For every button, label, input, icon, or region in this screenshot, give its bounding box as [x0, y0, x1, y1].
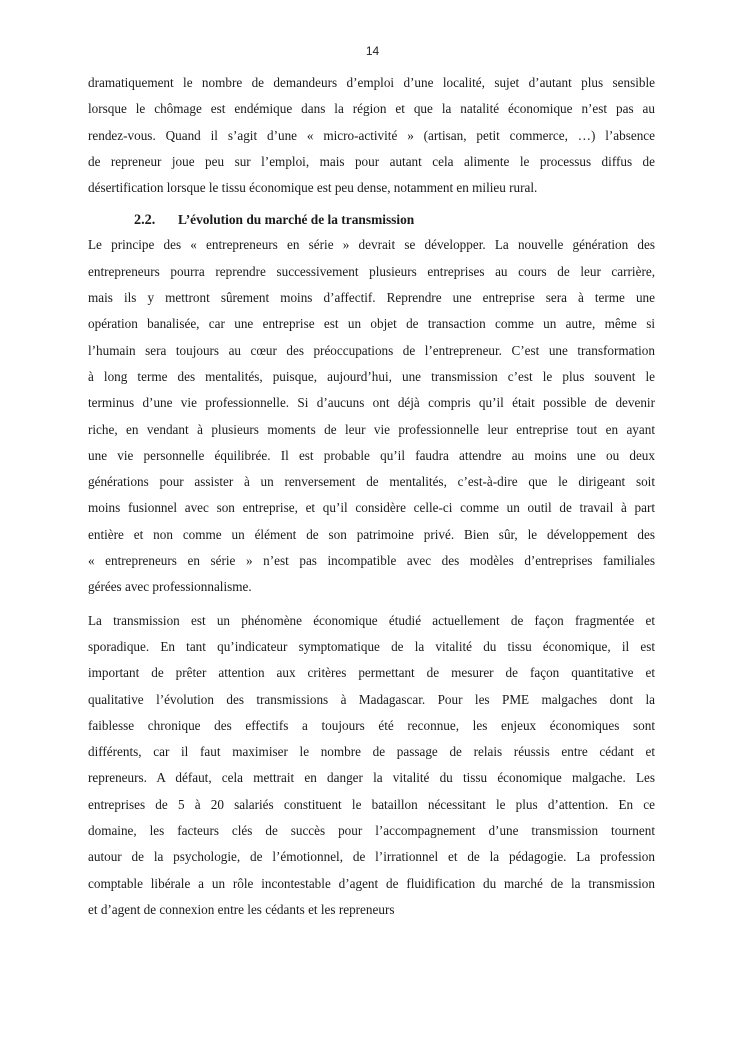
text-line: terminus d’une vie professionnelle. Si d’aucuns ont déjà compris qu’il était possible de devenir: [88, 395, 655, 411]
text-line: repreneurs. A défaut, cela mettrait en danger la vitalité du tissu économique malgache. Les: [88, 770, 655, 786]
text-line: de repreneur joue peu sur l’emploi, mais pour autant cela alimente le processus diffus de: [88, 153, 655, 169]
text-line: domaine, les facteurs clés de succès pour l’accompagnement d’une transmission tournent: [88, 823, 655, 839]
text-line: mais ils y mettront sûrement moins d’affectif. Reprendre une entreprise sera à terme une: [88, 290, 655, 306]
text-line: faiblesse chronique des effectifs a toujours été reconnue, les enjeux économiques sont: [88, 717, 655, 733]
section-number: 2.2.: [134, 212, 156, 229]
paragraph-1: [88, 70, 655, 201]
text-line: et d’agent de connexion entre les cédants et les repreneurs: [88, 901, 395, 917]
text-line: dramatiquement le nombre de demandeurs d’emploi d’une localité, sujet d’autant plus sensible: [88, 75, 655, 90]
paragraph-2: [88, 232, 655, 600]
paragraph-3: [88, 608, 655, 924]
text-line: qualitative l’évolution des transmissions à Madagascar. Pour les PME malgaches dont la: [88, 691, 655, 707]
page-number: 14: [365, 44, 380, 58]
document-body: [88, 70, 655, 923]
paragraph-gap: [88, 601, 655, 608]
text-line: entreprises de 5 à 20 salariés constituent le bataillon nécessitant le plus d’attention. En ce: [88, 796, 655, 812]
text-line: une vie personnelle équilibrée. Il est probable qu’il faudra attendre au moins une ou deux: [88, 447, 655, 463]
paragraph-gap: [88, 201, 655, 208]
text-line: différents, car il faut maximiser le nombre de passage de relais réussis entre cédant et: [88, 744, 655, 760]
text-line: désertification lorsque le tissu économique est peu dense, notamment en milieu rural.: [88, 180, 538, 196]
text-line: opération banalisée, car une entreprise est un objet de transaction comme un autre, même si: [88, 316, 655, 332]
section-heading: [88, 208, 655, 232]
text-line: Le principe des « entrepreneurs en série » devrait se développer. La nouvelle génération des: [88, 237, 655, 253]
text-line: moins fusionnel avec son entreprise, et qu’il considère celle-ci comme un outil de travail à part: [88, 500, 655, 516]
text-line: générations pour assister à un renversement de mentalités, c’est-à-dire que le dirigeant soit: [88, 474, 655, 490]
text-line: lorsque le chômage est endémique dans la région et que la natalité économique n’est pas au: [88, 101, 655, 117]
text-line: entrepreneurs pourra reprendre successivement plusieurs entreprises au cours de leur carrière,: [88, 263, 655, 279]
section-title: L’évolution du marché de la transmission: [178, 212, 415, 228]
text-line: l’humain sera toujours au cœur des préoccupations de l’entrepreneur. C’est une transformation: [88, 342, 655, 358]
text-line: La transmission est un phénomène économique étudié actuellement de façon fragmentée et: [88, 612, 655, 628]
text-line: important de prêter attention aux critères permettant de mesurer de façon quantitative et: [88, 665, 655, 681]
text-line: comptable libérale a un rôle incontestable d’agent de fluidification du marché de la transmission: [88, 875, 655, 891]
text-line: rendez-vous. Quand il s’agit d’une « micro-activité » (artisan, petit commerce, …) l’absence: [88, 127, 655, 143]
text-line: sporadique. En tant qu’indicateur symptomatique de la vitalité du tissu économique, il est: [88, 638, 655, 654]
text-line: entière et non comme un élément de son patrimoine privé. Bien sûr, le développement des: [88, 526, 655, 542]
text-line: riche, en vendant à plusieurs moments de leur vie professionnelle leur entreprise tout en ayant: [88, 421, 655, 437]
text-line: à long terme des mentalités, puisque, aujourd’hui, une transmission c’est le plus souvent le: [88, 368, 655, 384]
text-line: gérées avec professionnalisme.: [88, 579, 252, 595]
text-line: « entrepreneurs en série » n’est pas incompatible avec des modèles d’entreprises familiales: [88, 553, 655, 569]
text-line: autour de la psychologie, de l’émotionnel, de l’irrationnel et de la pédagogie. La profession: [88, 849, 655, 865]
